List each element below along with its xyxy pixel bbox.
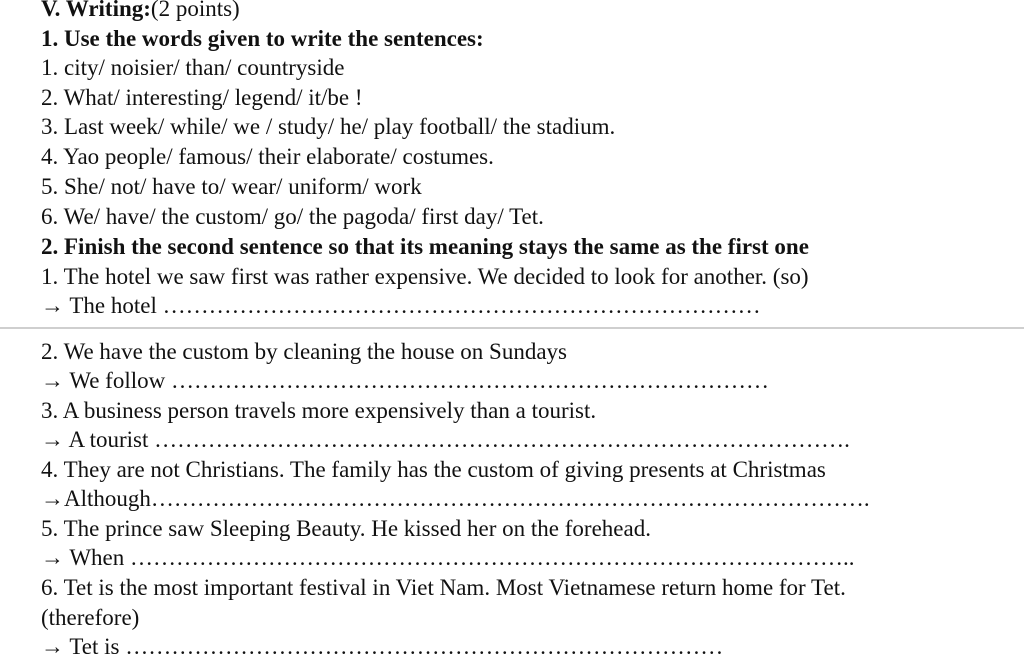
part1-title: 1. Use the words given to write the sentences:	[41, 26, 484, 51]
part2-answer-1: → The hotel ……………………………………………………………………	[41, 293, 761, 318]
part2-title: 2. Finish the second sentence so that its meaning stays the same as the first one	[41, 234, 809, 259]
part2-question-2: 2. We have the custom by cleaning the house on Sundays	[41, 339, 567, 364]
part2-question-3: 3. A business person travels more expensively than a tourist.	[41, 398, 597, 423]
page-divider	[0, 327, 1024, 329]
part2-answer-6: → Tet is ……………………………………………………………………	[41, 634, 724, 659]
part2-question-6-note: (therefore)	[41, 605, 140, 630]
part1-item-2: 2. What/ interesting/ legend/ it/be !	[41, 85, 363, 110]
part2-answer-3: → A tourist ……………………………………………………………………………….	[41, 427, 850, 452]
part1-item-5: 5. She/ not/ have to/ wear/ uniform/ work	[41, 174, 422, 199]
part1-item-6: 6. We/ have/ the custom/ go/ the pagoda/ first day/ Tet.	[41, 204, 544, 229]
section-heading-label: V. Writing:	[41, 0, 151, 21]
part1-item-4: 4. Yao people/ famous/ their elaborate/ costumes.	[41, 144, 494, 169]
section-heading	[41, 0, 240, 23]
part2-answer-2: → We follow ……………………………………………………………………	[41, 368, 769, 393]
part2-question-5: 5. The prince saw Sleeping Beauty. He kissed her on the forehead.	[41, 516, 651, 541]
part2-question-4: 4. They are not Christians. The family has the custom of giving presents at Christmas	[41, 457, 826, 482]
part1-item-1: 1. city/ noisier/ than/ countryside	[41, 55, 345, 80]
part2-answer-4: →Although………………………………………………………………………………….	[41, 486, 870, 511]
part2-answer-5: → When …………………………………………………………………………………..	[41, 545, 855, 570]
part2-question-1: 1. The hotel we saw first was rather expensive. We decided to look for another. (so)	[41, 264, 809, 289]
section-heading-points: (2 points)	[150, 0, 240, 21]
part1-item-3: 3. Last week/ while/ we / study/ he/ play football/ the stadium.	[41, 114, 616, 139]
part2-question-6: 6. Tet is the most important festival in Viet Nam. Most Vietnamese return home for Tet.	[41, 575, 846, 600]
